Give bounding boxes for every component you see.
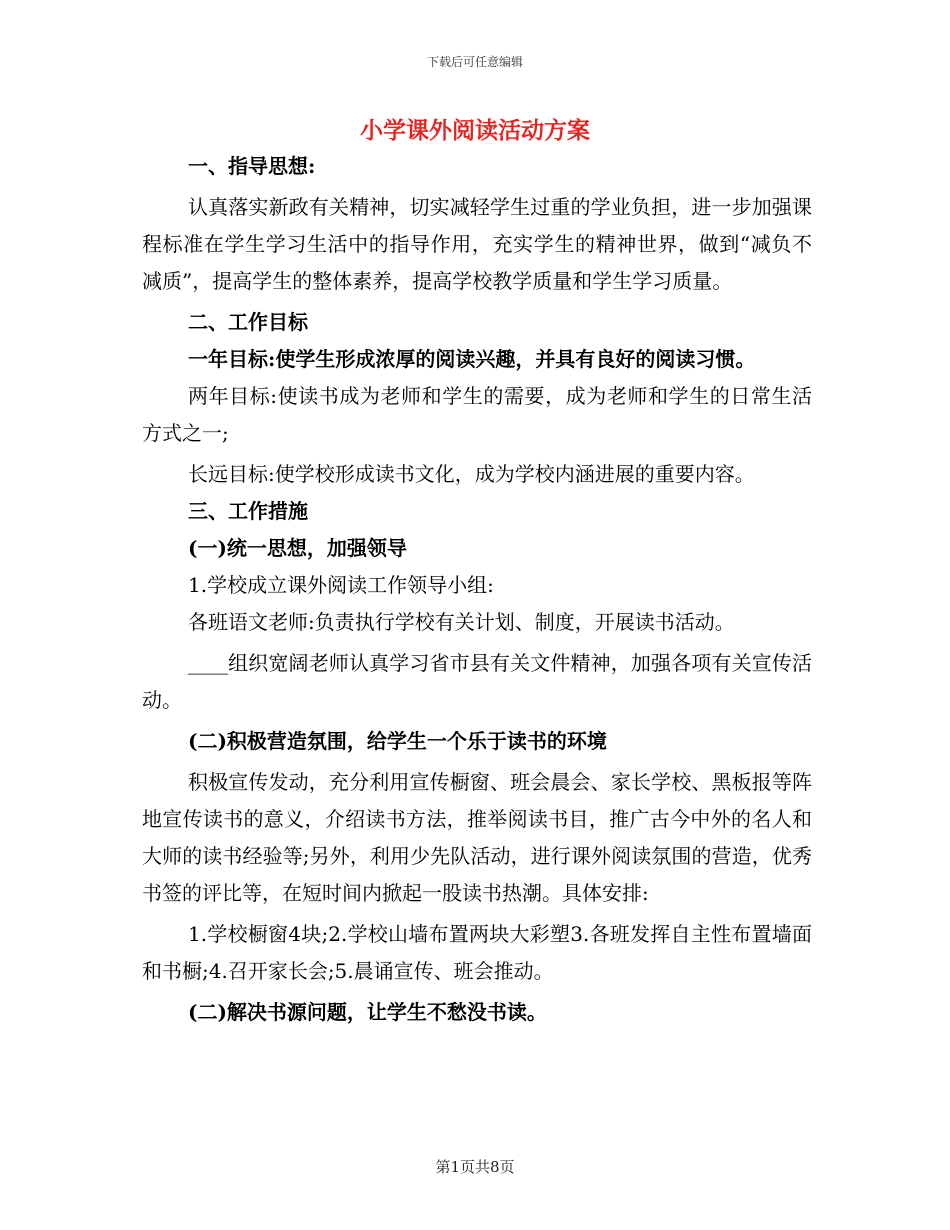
goal-two-year: 两年目标:使读书成为老师和学生的需要，成为老师和学生的日常生活方式之一; xyxy=(142,384,812,445)
goal-one-year: 一年目标:使学生形成浓厚的阅读兴趣，并具有良好的阅读习惯。 xyxy=(188,347,756,371)
section-heading-work-goals: 二、工作目标 xyxy=(188,310,308,334)
measure-1-item-1: 1.学校成立课外阅读工作领导小组: xyxy=(188,573,494,597)
page-number: 第1页共8页 xyxy=(435,1158,515,1176)
measure-1-item-2: 各班语文老师:负责执行学校有关计划、制度，开展读书活动。 xyxy=(188,610,735,634)
goal-long-term: 长远目标:使学校形成读书文化，成为学校内涵进展的重要内容。 xyxy=(188,462,755,486)
document-title: 小学课外阅读活动方案 xyxy=(360,117,590,144)
measure-1-item-3: ____组织宽阔老师认真学习省市县有关文件精神，加强各项有关宣传活动。 xyxy=(142,651,812,712)
measure-2-heading: (二)积极营造氛围，给学生一个乐于读书的环境 xyxy=(188,729,607,753)
page-header: 下载后可任意编辑 xyxy=(426,55,523,69)
section-heading-measures: 三、工作措施 xyxy=(188,499,308,523)
measure-3-heading: (二)解决书源问题，让学生不愁没书读。 xyxy=(188,1000,547,1024)
measure-2-body: 积极宣传发动，充分利用宣传橱窗、班会晨会、家长学校、黑板报等阵地宣传读书的意义，介绍读书方法，推举阅读书目，推广古今中外的名人和大师的读书经验等;另外，利用少先队活动，进行课外阅读氛围的营造，优秀书签的评比等，在短时间内掀起一股读书热潮。具体安排: xyxy=(142,770,812,905)
measure-2-list: 1.学校橱窗4块;2.学校山墙布置两块大彩塑3.各班发挥自主性布置墙面和书橱;4.召开家长会;5.晨诵宣传、班会推动。 xyxy=(142,922,812,983)
paragraph-guiding-thought: 认真落实新政有关精神，切实减轻学生过重的学业负担，进一步加强课程标准在学生学习生活中的指导作用，充实学生的精神世界，做到“减负不减质”，提高学生的整体素养，提高学校教学质量和学生学习质量。 xyxy=(142,195,812,293)
document-body xyxy=(142,148,812,1031)
section-heading-guiding-thought: 一、指导思想: xyxy=(188,154,316,178)
measure-1-heading: (一)统一思想，加强领导 xyxy=(188,536,407,560)
